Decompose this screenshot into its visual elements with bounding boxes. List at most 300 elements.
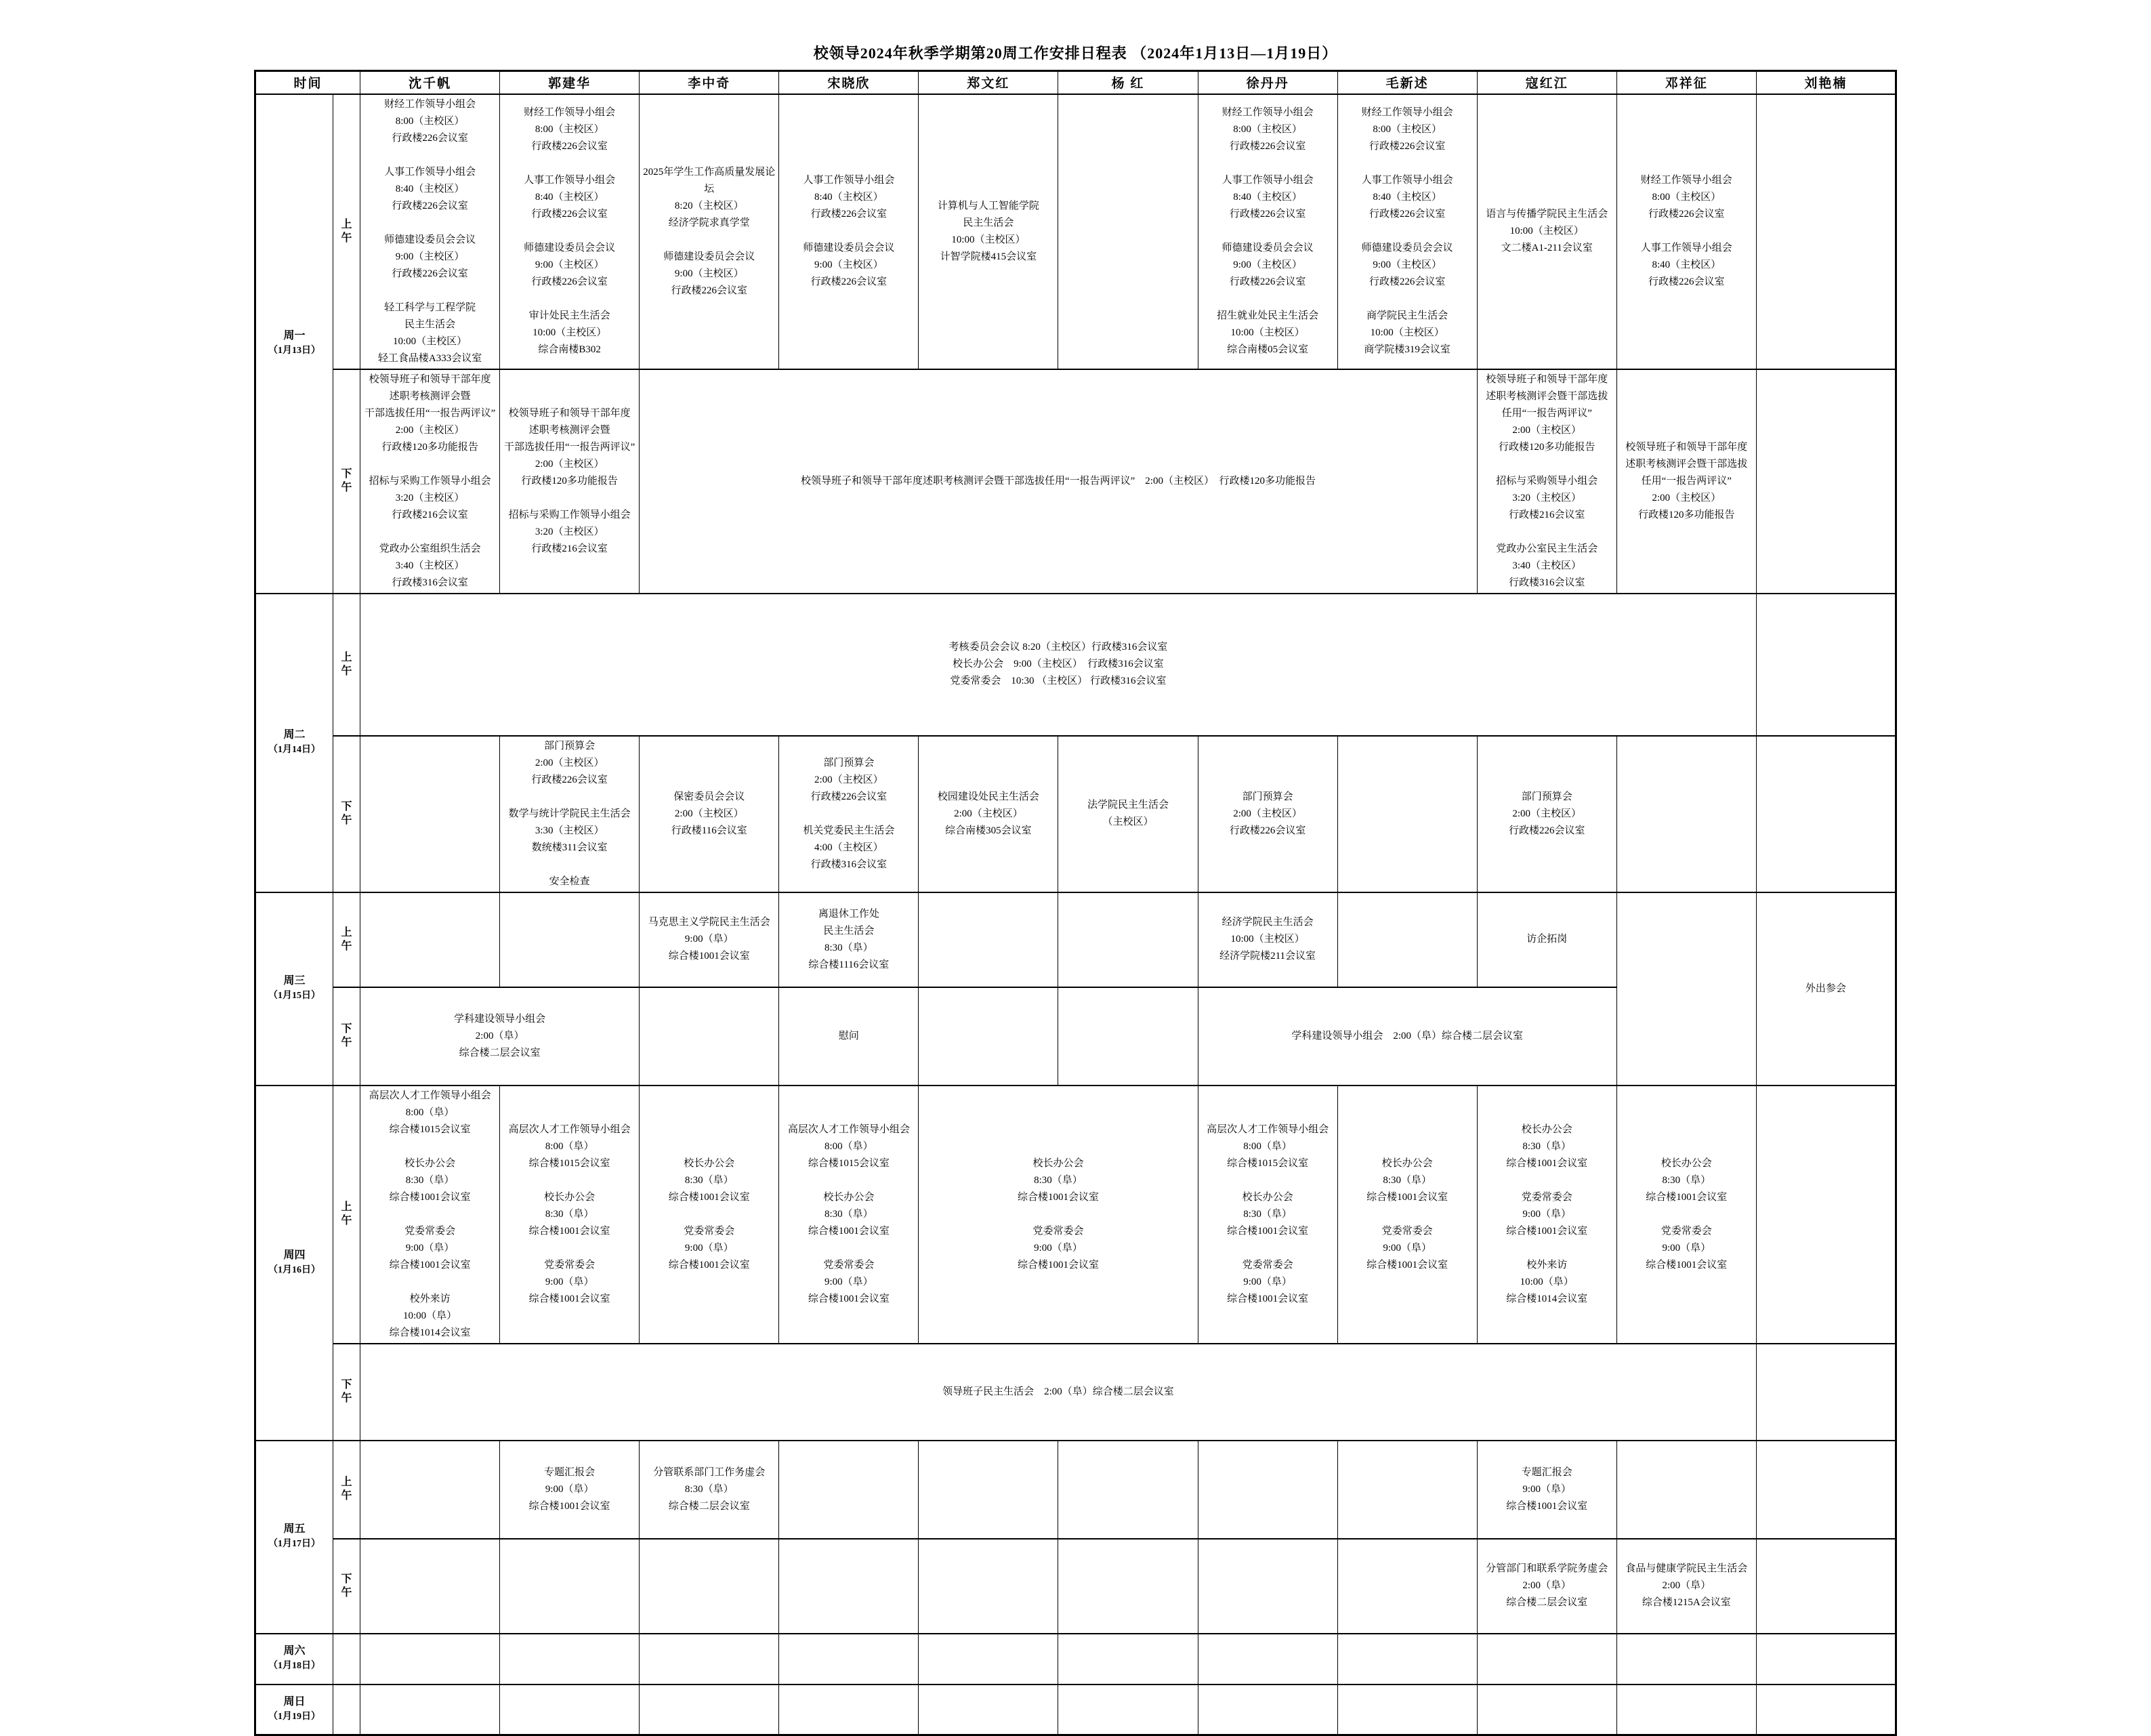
meeting-line: 9:00（主校区）: [535, 260, 604, 270]
meeting-line: 8:00（阜）: [545, 1140, 594, 1152]
meeting-line: 党委常委会: [1661, 1225, 1712, 1237]
meeting-line: 10:00（主校区）: [1230, 934, 1305, 945]
meeting-line: 10:00（主校区）: [393, 335, 467, 347]
schedule-cell: [919, 1086, 1198, 1344]
empty-cell: [919, 892, 1058, 987]
meeting-line: 高层次人才工作领导小组会: [369, 1090, 491, 1101]
meeting-gap: [1200, 155, 1336, 172]
schedule-cell: [500, 1086, 640, 1344]
empty-cell: [1337, 892, 1477, 987]
schedule-cell: [640, 369, 1477, 594]
schedule-cell: [1477, 1086, 1616, 1344]
empty-cell: [640, 1634, 779, 1685]
schedule-cell: [1477, 1441, 1616, 1539]
meeting-line: 分管联系部门工作务虚会: [653, 1466, 766, 1478]
period-char: 下: [341, 468, 352, 480]
meeting-gap: [1339, 223, 1476, 240]
period-char: 下: [341, 1573, 352, 1585]
period-char: 午: [341, 665, 352, 677]
meeting-line: 行政楼226会议室: [810, 209, 887, 220]
meeting-line: 党委常委会: [1032, 1225, 1084, 1237]
meeting-line: 综合楼1001会议室: [528, 1293, 610, 1304]
schedule-cell: [919, 94, 1058, 369]
period-cell: [333, 1344, 360, 1441]
meeting-line: 财经工作领导小组会: [1221, 107, 1314, 118]
schedule-cell: [640, 1086, 779, 1344]
period-cell: [333, 1086, 360, 1344]
day-label: 周四: [283, 1249, 306, 1261]
empty-cell: [1756, 1344, 1896, 1441]
column-header-person-5: 郑文红: [919, 71, 1058, 94]
empty-cell: [360, 1441, 500, 1539]
meeting-gap: [1339, 1206, 1476, 1223]
meeting-line: 述职考核测评会暨: [389, 390, 471, 402]
meeting-line: 综合楼二层会议室: [668, 1500, 750, 1512]
schedule-row: [255, 736, 1896, 892]
meeting-line: 8:40（主校区）: [1373, 192, 1442, 203]
period-char: 午: [341, 1586, 352, 1598]
column-header-person-11: 刘艳楠: [1756, 71, 1896, 94]
meeting-line: 10:00（主校区）: [1509, 226, 1584, 236]
column-header-person-3: 李中奇: [640, 71, 779, 94]
empty-cell: [1756, 1086, 1896, 1344]
empty-cell: [1337, 1634, 1477, 1685]
empty-cell: [1058, 892, 1198, 987]
meeting-line: 述职考核测评会暨干部选拔: [1625, 458, 1748, 470]
meeting-line: 综合楼1014会议室: [389, 1327, 471, 1338]
meeting-line: 行政楼226会议室: [1369, 141, 1446, 152]
empty-cell: [1756, 1685, 1896, 1735]
meeting-line: 校园建设处民主生活会: [937, 791, 1039, 802]
meeting-line: 数学与统计学院民主生活会: [508, 808, 631, 819]
meeting-gap: [1200, 1240, 1336, 1257]
meeting-line: 综合楼1001会议室: [1366, 1191, 1448, 1203]
meeting-line: 高层次人才工作领导小组会: [1207, 1123, 1329, 1135]
schedule-cell: [1616, 369, 1756, 594]
schedule-row: [255, 94, 1896, 369]
column-header-time: 时间: [255, 71, 360, 94]
meeting-line: 8:30（阜）: [684, 1483, 734, 1495]
meeting-line: 行政楼120多功能报告: [1638, 509, 1735, 520]
schedule-cell: [1756, 892, 1896, 1086]
meeting-line: 党委常委会: [1381, 1225, 1433, 1237]
meeting-line: 综合南楼05会议室: [1227, 344, 1309, 355]
meeting-gap: [1619, 1206, 1755, 1223]
meeting-line: 10:00（主校区）: [951, 234, 1026, 245]
schedule-cell: [779, 1086, 919, 1344]
meeting-line: 专题汇报会: [544, 1466, 596, 1478]
meeting-line: 党委常委会: [1521, 1191, 1572, 1203]
meeting-gap: [362, 215, 498, 232]
meeting-line: 招生就业处民主生活会: [1217, 310, 1319, 321]
meeting-gap: [362, 1206, 498, 1223]
meeting-line: 财经工作领导小组会: [1361, 107, 1453, 118]
meeting-line: 行政楼216会议室: [531, 543, 608, 554]
schedule-cell: [1198, 892, 1337, 987]
meeting-gap: [362, 456, 498, 473]
meeting-line: 商学院民主生活会: [1366, 310, 1448, 321]
meeting-gap: [501, 155, 638, 172]
schedule-cell: [1477, 892, 1616, 987]
empty-cell: [1058, 1685, 1198, 1735]
meeting-gap: [780, 1240, 917, 1257]
schedule-cell: [779, 987, 919, 1086]
period-cell: [333, 94, 360, 369]
meeting-line: 招标与采购工作领导小组会: [508, 509, 631, 520]
meeting-line: 文二楼A1-211会议室: [1501, 243, 1593, 253]
meeting-line: 8:40（主校区）: [535, 192, 604, 203]
meeting-line: 行政楼226会议室: [531, 276, 608, 287]
period-char: 午: [341, 1490, 352, 1502]
schedule-cell: [1477, 1539, 1616, 1634]
empty-cell: [1337, 1441, 1477, 1539]
meeting-line: 民主生活会: [963, 217, 1014, 228]
meeting-line: 学科建设领导小组会 2:00（阜）综合楼二层会议室: [1291, 1030, 1523, 1041]
meeting-line: 2:00（阜）: [1522, 1580, 1572, 1591]
meeting-line: 专题汇报会: [1521, 1466, 1572, 1478]
meeting-line: 8:00（主校区）: [1373, 124, 1442, 135]
day-date: （1月17日）: [268, 1539, 321, 1549]
meeting-line: 校领导班子和领导干部年度: [369, 373, 491, 385]
meeting-line: 民主生活会: [404, 318, 456, 330]
meeting-line: 任用“一报告两评议”: [1641, 475, 1732, 487]
meeting-line: 部门预算会: [1242, 791, 1293, 802]
day-label: 周五: [283, 1523, 306, 1535]
schedule-cell: [779, 94, 919, 369]
day-cell: [255, 94, 333, 594]
meeting-line: 10:00（阜）: [403, 1310, 457, 1321]
meeting-line: 师德建设委员会会议: [663, 251, 755, 262]
meeting-line: 行政楼226会议室: [392, 268, 468, 279]
meeting-gap: [362, 524, 498, 541]
day-label: 周日: [283, 1695, 306, 1708]
meeting-line: 师德建设委员会会议: [384, 234, 476, 245]
meeting-line: 2:00（主校区）: [1233, 808, 1302, 819]
schedule-cell: [500, 369, 640, 594]
schedule-cell: [360, 1344, 1757, 1441]
meeting-line: 综合楼1001会议室: [1017, 1191, 1099, 1203]
meeting-line: 8:40（主校区）: [814, 192, 883, 203]
meeting-line: 综合楼1001会议室: [668, 1259, 750, 1270]
schedule-row: [255, 1685, 1896, 1735]
schedule-cell: [1058, 736, 1198, 892]
meeting-line: 行政楼226会议室: [531, 209, 608, 220]
meeting-line: 10:00（主校区）: [532, 327, 607, 338]
meeting-line: 外出参会: [1805, 983, 1846, 994]
schedule-cell: [360, 94, 500, 369]
meeting-line: 2:00（主校区）: [535, 458, 604, 470]
meeting-line: 人事工作领导小组会: [524, 175, 616, 186]
meeting-line: 部门预算会: [1521, 791, 1572, 802]
meeting-line: 党委常委会: [684, 1225, 735, 1237]
meeting-line: 行政楼226会议室: [1229, 209, 1306, 220]
schedule-row: [255, 1344, 1896, 1441]
meeting-line: 8:00（主校区）: [1652, 192, 1721, 203]
meeting-line: 9:00（阜）: [684, 1242, 734, 1254]
meeting-line: 行政楼226会议室: [1229, 276, 1306, 287]
meeting-line: 3:40（主校区）: [395, 560, 465, 571]
schedule-cell: [1477, 94, 1616, 369]
empty-cell: [500, 1634, 640, 1685]
column-header-person-7: 徐丹丹: [1198, 71, 1337, 94]
meeting-line: 9:00（阜）: [1034, 1242, 1083, 1254]
meeting-line: 慰问: [838, 1030, 859, 1041]
period-cell: [333, 1685, 360, 1735]
header-row: [255, 71, 1896, 94]
meeting-line: 综合楼1001会议室: [1227, 1225, 1309, 1237]
meeting-line: 综合楼1001会议室: [1646, 1191, 1728, 1203]
empty-cell: [1756, 1441, 1896, 1539]
meeting-line: 任用“一报告两评议”: [1501, 407, 1592, 419]
day-cell: [255, 892, 333, 1086]
meeting-line: 8:30（阜）: [1522, 1140, 1572, 1152]
day-label: 周二: [283, 729, 306, 741]
meeting-line: 审计处民主生活会: [528, 310, 610, 321]
meeting-line: 2025年学生工作高质量发展论坛: [643, 166, 776, 194]
meeting-gap: [1200, 291, 1336, 308]
meeting-line: 行政楼216会议室: [392, 509, 468, 520]
meeting-gap: [362, 1274, 498, 1291]
empty-cell: [1756, 736, 1896, 892]
meeting-line: 行政楼226会议室: [392, 132, 468, 144]
meeting-line: 党委常委会: [1242, 1259, 1293, 1270]
schedule-cell: [919, 736, 1058, 892]
meeting-line: 轻工食品楼A333会议室: [377, 352, 482, 364]
meeting-line: 8:30（阜）: [1383, 1174, 1432, 1186]
schedule-cell: [1198, 736, 1337, 892]
meeting-line: 综合楼二层会议室: [1506, 1597, 1588, 1608]
meeting-gap: [501, 789, 638, 806]
empty-cell: [1477, 1634, 1616, 1685]
meeting-line: 经济学院求真学堂: [668, 217, 750, 228]
empty-cell: [500, 892, 640, 987]
meeting-line: 综合楼1001会议室: [389, 1259, 471, 1270]
meeting-line: 9:00（阜）: [684, 934, 734, 945]
column-header-person-2: 郭建华: [500, 71, 640, 94]
meeting-gap: [1200, 223, 1336, 240]
meeting-line: 法学院民主生活会: [1087, 800, 1169, 810]
meeting-line: 财经工作领导小组会: [524, 107, 616, 118]
meeting-line: 干部选拔任用“一报告两评议”: [504, 441, 635, 453]
schedule-cell: [1616, 1539, 1756, 1634]
empty-cell: [1616, 1685, 1756, 1735]
period-char: 午: [341, 482, 352, 493]
period-char: 上: [341, 1476, 352, 1488]
meeting-line: 8:30（阜）: [1662, 1174, 1711, 1186]
meeting-line: 轻工科学与工程学院: [384, 302, 476, 313]
meeting-line: 数统楼311会议室: [531, 842, 608, 853]
meeting-line: 师德建设委员会会议: [1361, 243, 1453, 253]
period-cell: [333, 369, 360, 594]
meeting-line: 2:00（主校区）: [1512, 808, 1582, 819]
meeting-line: 保密委员会会议: [673, 791, 745, 802]
meeting-line: 3:20（主校区）: [1512, 492, 1582, 503]
meeting-gap: [501, 223, 638, 240]
empty-cell: [360, 892, 500, 987]
meeting-gap: [501, 490, 638, 507]
meeting-line: 人事工作领导小组会: [1361, 175, 1453, 186]
meeting-line: 行政楼120多功能报告: [381, 441, 478, 453]
meeting-line: 行政楼226会议室: [1648, 209, 1725, 220]
empty-cell: [779, 1634, 919, 1685]
meeting-line: 行政楼316会议室: [1508, 577, 1585, 588]
schedule-cell: [1337, 94, 1477, 369]
meeting-line: 9:00（阜）: [545, 1276, 594, 1287]
meeting-line: 综合楼1015会议室: [808, 1157, 890, 1169]
empty-cell: [1058, 1539, 1198, 1634]
meeting-line: 综合楼1001会议室: [808, 1293, 890, 1304]
schedule-cell: [500, 94, 640, 369]
meeting-line: 民主生活会: [823, 925, 875, 936]
period-cell: [333, 987, 360, 1086]
meeting-line: 党委常委会: [544, 1259, 596, 1270]
period-cell: [333, 1634, 360, 1685]
meeting-line: 2:00（主校区）: [814, 774, 883, 785]
empty-cell: [640, 1539, 779, 1634]
period-char: 上: [341, 1201, 352, 1213]
meeting-line: 语言与传播学院民主生活会: [1486, 209, 1608, 220]
meeting-line: 综合楼1001会议室: [808, 1225, 890, 1237]
meeting-line: 校长办公会: [1521, 1123, 1572, 1135]
meeting-line: 2:00（主校区）: [1512, 424, 1582, 436]
meeting-gap: [1479, 1240, 1615, 1257]
empty-cell: [500, 1539, 640, 1634]
meeting-line: 行政楼316会议室: [810, 859, 887, 870]
meeting-line: 部门预算会: [544, 740, 596, 751]
meeting-line: 综合楼1001会议室: [528, 1500, 610, 1512]
meeting-line: 校领导班子和领导干部年度: [508, 407, 631, 419]
meeting-line: 9:00（阜）: [545, 1483, 594, 1495]
meeting-line: 8:00（阜）: [824, 1140, 873, 1152]
meeting-line: 校长办公会: [1242, 1191, 1293, 1203]
empty-cell: [1198, 1441, 1337, 1539]
meeting-line: 综合楼1001会议室: [1646, 1259, 1728, 1270]
empty-cell: [779, 1685, 919, 1735]
empty-cell: [1058, 1634, 1198, 1685]
period-char: 午: [341, 1037, 352, 1048]
meeting-gap: [1339, 155, 1476, 172]
meeting-line: 行政楼120多功能报告: [521, 475, 618, 487]
meeting-gap: [780, 806, 917, 823]
meeting-line: 干部选拔任用“一报告两评议”: [364, 407, 496, 419]
meeting-line: 8:40（主校区）: [1233, 192, 1302, 203]
meeting-line: 校长办公会: [1032, 1157, 1084, 1169]
period-char: 午: [341, 814, 352, 826]
meeting-line: 综合楼1001会议室: [1506, 1225, 1588, 1237]
meeting-line: 校外来访: [1526, 1259, 1568, 1270]
meeting-line: 马克思主义学院民主生活会: [648, 917, 770, 928]
meeting-line: 8:20（主校区）: [674, 200, 744, 211]
schedule-cell: [640, 1441, 779, 1539]
meeting-gap: [362, 1138, 498, 1155]
meeting-line: 8:00（阜）: [1243, 1140, 1292, 1152]
meeting-line: 8:30（阜）: [1034, 1174, 1083, 1186]
empty-cell: [779, 1539, 919, 1634]
meeting-line: 2:00（主校区）: [674, 808, 744, 819]
period-cell: [333, 1441, 360, 1539]
meeting-line: 行政楼226会议室: [1508, 825, 1585, 836]
meeting-line: 行政楼226会议室: [810, 791, 887, 802]
meeting-gap: [362, 147, 498, 164]
meeting-gap: [641, 1206, 777, 1223]
empty-cell: [500, 1685, 640, 1735]
schedule-table: [254, 70, 1897, 1736]
schedule-cell: [1616, 94, 1756, 369]
period-cell: [333, 892, 360, 987]
empty-cell: [1756, 594, 1896, 736]
meeting-line: 9:00（阜）: [405, 1242, 455, 1254]
schedule-cell: [360, 1086, 500, 1344]
meeting-line: 校长办公会: [823, 1191, 875, 1203]
empty-cell: [919, 1634, 1058, 1685]
schedule-cell: [640, 94, 779, 369]
schedule-cell: [1337, 1086, 1477, 1344]
meeting-line: 综合楼1001会议室: [1506, 1500, 1588, 1512]
meeting-line: 8:40（主校区）: [1652, 260, 1721, 270]
meeting-gap: [1339, 291, 1476, 308]
empty-cell: [360, 1634, 500, 1685]
empty-cell: [919, 1441, 1058, 1539]
meeting-line: 3:20（主校区）: [535, 526, 604, 537]
schedule-row: [255, 1086, 1896, 1344]
meeting-line: 经济学院楼211会议室: [1219, 951, 1316, 962]
meeting-line: 9:00（阜）: [1522, 1483, 1572, 1495]
period-char: 上: [341, 926, 352, 938]
meeting-line: 人事工作领导小组会: [1221, 175, 1314, 186]
empty-cell: [1756, 1634, 1896, 1685]
meeting-line: 招标与采购工作领导小组会: [369, 475, 491, 487]
meeting-line: 访企拓岗: [1526, 934, 1568, 945]
meeting-line: 高层次人才工作领导小组会: [508, 1123, 631, 1135]
schedule-cell: [500, 1441, 640, 1539]
meeting-line: 4:00（主校区）: [814, 842, 883, 853]
meeting-line: 2:00（主校区）: [954, 808, 1023, 819]
meeting-gap: [1619, 223, 1755, 240]
meeting-line: 校领导班子和领导干部年度: [1625, 441, 1748, 453]
meeting-line: 8:30（阜）: [824, 1208, 873, 1220]
day-date: （1月19日）: [268, 1711, 321, 1722]
meeting-gap: [501, 291, 638, 308]
meeting-line: 9:00（主校区）: [814, 260, 883, 270]
meeting-line: 综合楼1001会议室: [1017, 1259, 1099, 1270]
empty-cell: [1337, 1685, 1477, 1735]
meeting-line: 综合楼1001会议室: [528, 1225, 610, 1237]
meeting-line: 9:00（阜）: [1522, 1208, 1572, 1220]
empty-cell: [360, 736, 500, 892]
meeting-gap: [780, 1172, 917, 1189]
meeting-line: 9:00（主校区）: [674, 268, 744, 279]
meeting-gap: [641, 232, 777, 249]
meeting-gap: [362, 283, 498, 299]
empty-cell: [640, 1685, 779, 1735]
column-header-person-8: 毛新述: [1337, 71, 1477, 94]
schedule-cell: [779, 736, 919, 892]
schedule-cell: [779, 892, 919, 987]
meeting-line: 综合楼1015会议室: [528, 1157, 610, 1169]
day-date: （1月13日）: [268, 346, 321, 356]
meeting-line: 8:30（阜）: [824, 942, 873, 953]
empty-cell: [360, 1539, 500, 1634]
empty-cell: [779, 1441, 919, 1539]
empty-cell: [919, 1539, 1058, 1634]
schedule-cell: [1477, 736, 1616, 892]
meeting-line: 9:00（阜）: [1662, 1242, 1711, 1254]
meeting-line: 8:00（主校区）: [395, 115, 465, 127]
period-char: 午: [341, 232, 352, 244]
day-cell: [255, 1685, 333, 1735]
period-char: 下: [341, 1023, 352, 1035]
meeting-line: 8:30（阜）: [1243, 1208, 1292, 1220]
